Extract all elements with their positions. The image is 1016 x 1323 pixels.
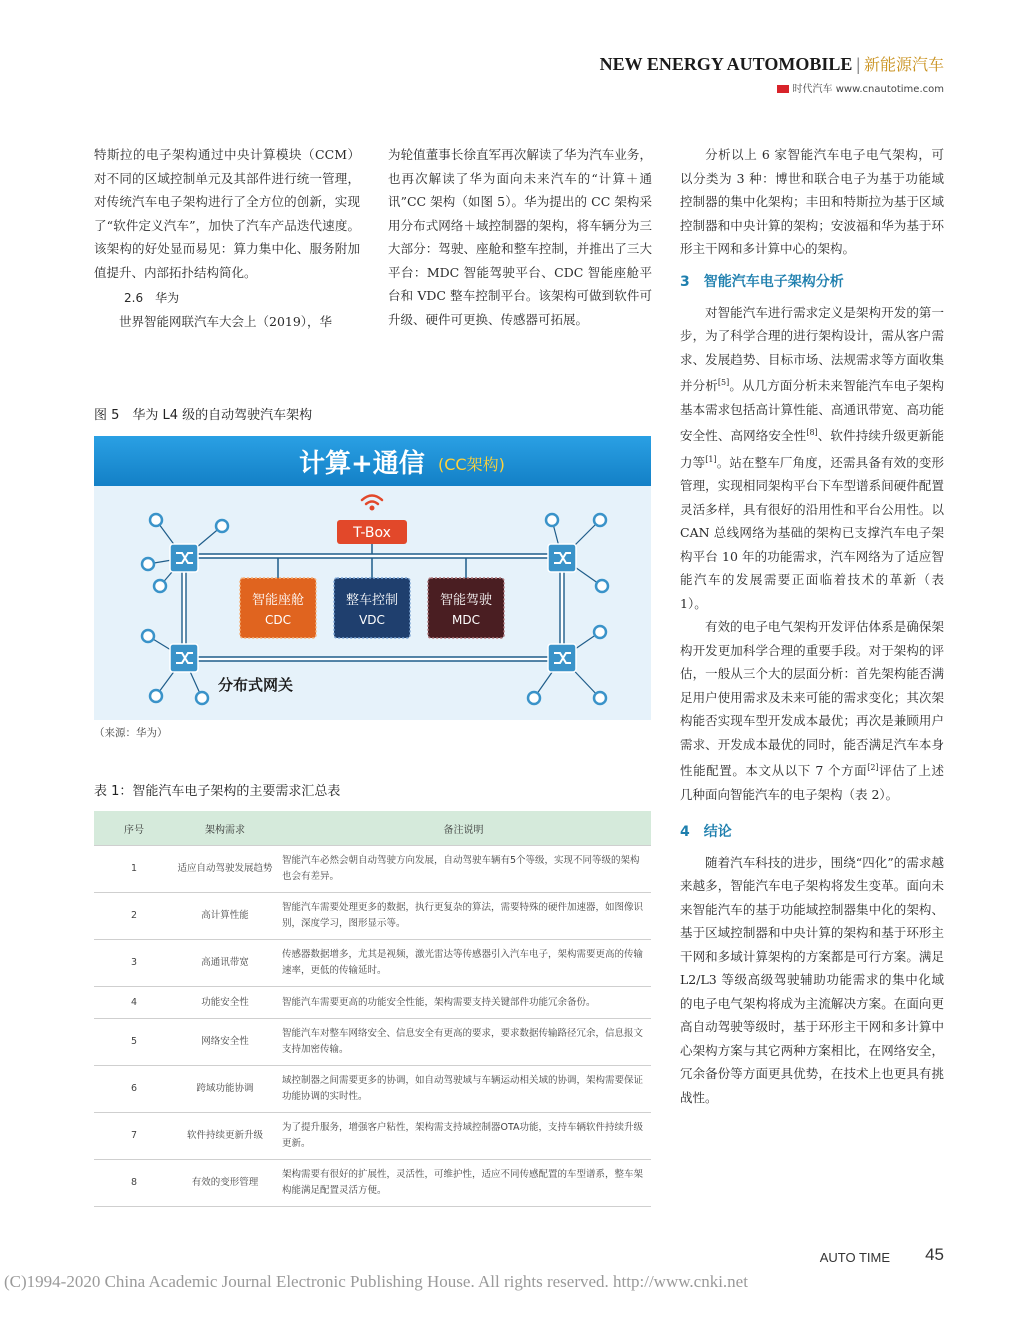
citation-2[interactable]: [2] bbox=[867, 763, 879, 773]
publisher-logo-icon bbox=[777, 85, 789, 93]
table-row bbox=[94, 1066, 651, 1113]
row-requirement: 功能安全性 bbox=[174, 987, 276, 1019]
column-3 bbox=[680, 143, 944, 1109]
col3-paragraph-4: 随着汽车科技的进步，围绕“四化”的需求越来越多，智能汽车电子架构将发生变革。面向未来智能汽车的基于功能域控制器集中化的架构、基于区域控制器和中央计算的架构和基于环形主干网和多域计算架构的方案都是可行方案。满足 L2/L3 等级高级驾驶辅助功能需求的集中化域的电子电气架构将成为主流解决方案。在面向更高自动驾驶等级时，基于环形主干网和多计算中心架构方案与其它两种方案相比，在网络安全，冗余备份等方面更具优势，在技术上也更具有挑战性。 bbox=[680, 854, 944, 1105]
citation-8[interactable]: [8] bbox=[806, 428, 818, 438]
requirements-table bbox=[94, 811, 651, 1207]
banner-main-text: 计算+通信 bbox=[299, 449, 425, 479]
subsection-heading-huawei: 2.6 华为 bbox=[124, 291, 180, 305]
header-requirement: 架构需求 bbox=[174, 811, 276, 846]
row-requirement: 网络安全性 bbox=[174, 1019, 276, 1066]
footer-magazine-label: AUTO TIME bbox=[819, 1250, 890, 1265]
banner-sub-text: (CC架构) bbox=[438, 455, 505, 474]
chip-cdc-en: CDC bbox=[265, 613, 291, 627]
row-requirement: 软件持续更新升级 bbox=[174, 1113, 276, 1160]
row-requirement: 适应自动驾驶发展趋势 bbox=[174, 846, 276, 893]
table-header-row bbox=[94, 811, 651, 846]
chip-cdc bbox=[240, 578, 316, 638]
figure-caption: 图 5 华为 L4 级的自动驾驶汽车架构 bbox=[94, 408, 313, 423]
publisher-text: 时代汽车 www.cnautotime.com bbox=[792, 84, 944, 95]
row-no: 4 bbox=[94, 987, 174, 1019]
chip-mdc-en: MDC bbox=[452, 613, 480, 627]
chip-mdc-cn: 智能驾驶 bbox=[439, 593, 493, 608]
table-caption: 表 1：智能汽车电子架构的主要需求汇总表 bbox=[94, 784, 341, 799]
row-no: 2 bbox=[94, 893, 174, 940]
chip-mdc bbox=[428, 578, 504, 638]
chip-vdc-cn: 整车控制 bbox=[345, 593, 399, 608]
row-note: 传感器数据增多，尤其是视频，激光雷达等传感器引入汽车电子，架构需要更高的传输速率，更低的传输延时。 bbox=[276, 940, 651, 987]
col1-paragraph-1: 特斯拉的电子架构通过中央计算模块（CCM）对不同的区域控制单元及其部件进行统一管理，对传统汽车电子架构进行了全方位的创新，实现了“软件定义汽车”，加快了汽车产品迭代速度。该架构的好处显而易见：算力集中化、服务附加值提升、内部拓扑结构简化。 bbox=[94, 147, 360, 280]
chip-vdc-en: VDC bbox=[359, 613, 385, 627]
header-notes: 备注说明 bbox=[276, 811, 651, 846]
row-note: 智能汽车必然会朝自动驾驶方向发展，自动驾驶车辆有5个等级，实现不同等级的架构也会有差异。 bbox=[276, 846, 651, 893]
row-requirement: 高通讯带宽 bbox=[174, 940, 276, 987]
col3-paragraph-2: 对智能汽车进行需求定义是架构开发的第一步，为了科学合理的进行架构设计，需从客户需求、发展趋势、目标市场、法规需求等方面收集并分析[5]。从几方面分析未来智能汽车电子架构基本需求包括高计算性能、高通讯带宽、高功能安全性、高网络安全性[8]、软件持续升级更新能力等[1]。站在整车厂角度，还需具备有效的变形管理，实现相同架构平台下车型谱系间硬件配置灵活多样，具有很好的沿用性和平台公用性。以 CAN 总线网络为基础的架构已支撑汽车电子架构平台 10 年的功能需求，汽车网络为了适应智能汽车的发展需要正面临着技术的革新（表 1）。 bbox=[680, 304, 944, 611]
row-requirement: 跨域功能协调 bbox=[174, 1066, 276, 1113]
row-note: 智能汽车对整车网络安全、信息安全有更高的要求，要求数据传输路径冗余，信息报文支持加密传输。 bbox=[276, 1019, 651, 1066]
row-no: 8 bbox=[94, 1160, 174, 1207]
row-note: 为了提升服务，增强客户粘性，架构需支持域控制器OTA功能，支持车辆软件持续升级更新。 bbox=[276, 1113, 651, 1160]
row-no: 5 bbox=[94, 1019, 174, 1066]
table-row bbox=[94, 1160, 651, 1207]
table-row bbox=[94, 987, 651, 1019]
table-row bbox=[94, 893, 651, 940]
section-4-heading: 4 结论 bbox=[680, 823, 732, 840]
magazine-header bbox=[600, 52, 944, 75]
row-requirement: 有效的变形管理 bbox=[174, 1160, 276, 1207]
row-note: 架构需要有很好的扩展性，灵活性，可维护性，适应不同传感配置的车型谱系，整车架构能满足配置灵活方便。 bbox=[276, 1160, 651, 1207]
table-row bbox=[94, 846, 651, 893]
header-separator: | bbox=[856, 54, 860, 74]
section-title: 新能源汽车 bbox=[863, 55, 944, 74]
col1-paragraph-2: 世界智能网联汽车大会上（2019），华 bbox=[119, 314, 333, 329]
table-row bbox=[94, 1019, 651, 1066]
table-row bbox=[94, 1113, 651, 1160]
header-no: 序号 bbox=[94, 811, 174, 846]
copyright-watermark: (C)1994-2020 China Academic Journal Electronic Publishing House. All rights reserved. http://www.cnki.net bbox=[4, 1272, 748, 1291]
column-1 bbox=[94, 143, 360, 334]
row-note: 域控制器之间需要更多的协调，如自动驾驶域与车辆运动相关域的协调，架构需要保证功能协调的实时性。 bbox=[276, 1066, 651, 1113]
row-no: 6 bbox=[94, 1066, 174, 1113]
row-no: 7 bbox=[94, 1113, 174, 1160]
citation-5[interactable]: [5] bbox=[717, 378, 730, 387]
chip-cdc-cn: 智能座舱 bbox=[251, 593, 305, 608]
citation-1[interactable]: [1] bbox=[705, 454, 717, 464]
chip-vdc bbox=[334, 578, 410, 638]
figure-source: （来源：华为） bbox=[94, 727, 168, 739]
column-2 bbox=[388, 143, 652, 331]
row-no: 1 bbox=[94, 846, 174, 893]
col2-paragraph-1: 为轮值董事长徐直军再次解读了华为汽车业务，也再次解读了华为面向未来汽车的“计算＋通讯”CC 架构（如图 5）。华为提出的 CC 架构采用分布式网络＋域控制器的架构，将车辆分为三大部分：驾驶、座舱和整车控制，并推出了三大平台：MDC 智能驾驶平台、CDC 智能座舱平台和 VDC 整车控制平台。该架构可做到软件可升级、硬件可更换、传感器可拓展。 bbox=[388, 147, 652, 327]
row-requirement: 高计算性能 bbox=[174, 893, 276, 940]
tbox-label: T-Box bbox=[353, 525, 391, 541]
page-number: 45 bbox=[925, 1245, 944, 1264]
row-note: 智能汽车需要处理更多的数据，执行更复杂的算法，需要特殊的硬件加速器，如图像识别，深度学习，图形显示等。 bbox=[276, 893, 651, 940]
col3-paragraph-1: 分析以上 6 家智能汽车电子电气架构，可以分类为 3 种：博世和联合电子为基于功能域控制器的集中化架构；丰田和特斯拉为基于区域控制器和中央计算的架构；安波福和华为基于环形主干网和多计算中心的架构。 bbox=[680, 147, 944, 256]
cc-architecture-diagram bbox=[94, 436, 651, 720]
col3-paragraph-3: 有效的电子电气架构开发评估体系是确保架构开发更加科学合理的重要手段。对于架构的评估，一般从三个大的层面分析：首先架构能否满足用户使用需求及未来可能的需求变化；其次架构能否实现车型开发成本最优；再次是兼顾用户需求、开发成本最优的同时，能否满足汽车本身性能配置。本文从以下 7 个方面[2]评估了上述几种面向智能汽车的电子架构（表 2）。 bbox=[680, 619, 944, 803]
row-no: 3 bbox=[94, 940, 174, 987]
publisher-line bbox=[777, 80, 944, 95]
row-note: 智能汽车需要更高的功能安全性能，架构需要支持关键部件功能冗余备份。 bbox=[276, 987, 651, 1019]
magazine-title: NEW ENERGY AUTOMOBILE bbox=[599, 54, 853, 74]
table-row bbox=[94, 940, 651, 987]
section-3-heading: 3 智能汽车电子架构分析 bbox=[680, 273, 844, 290]
gateway-label: 分布式网关 bbox=[218, 676, 294, 694]
